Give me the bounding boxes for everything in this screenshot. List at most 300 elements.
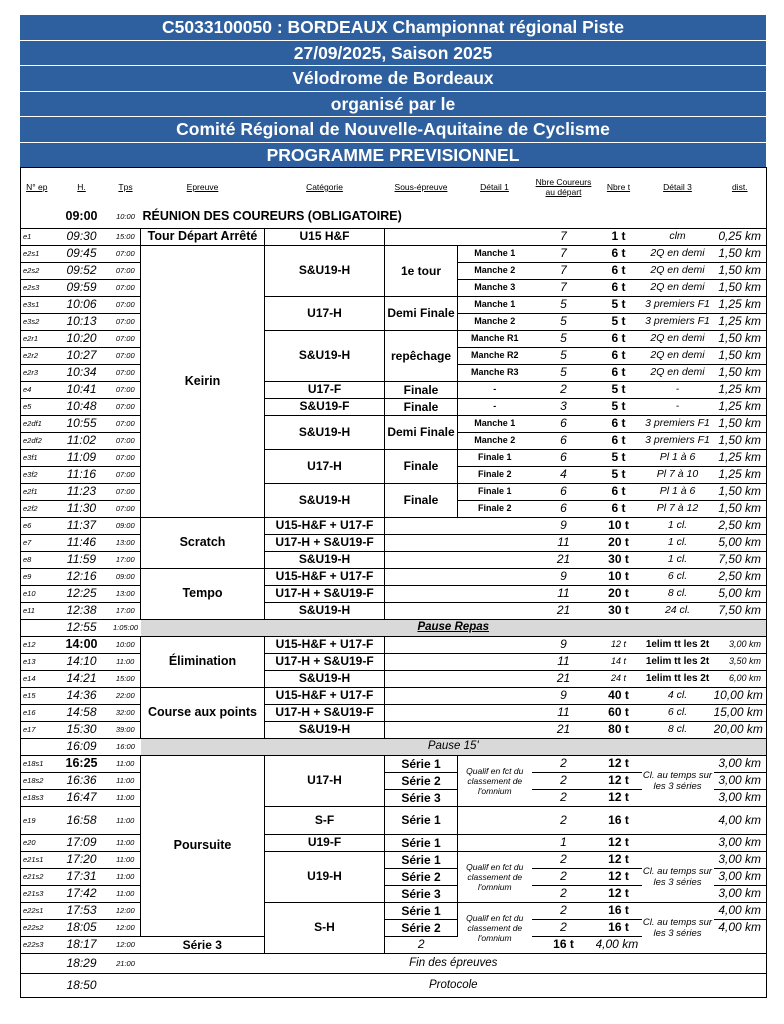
nbre-tours: 6 t: [596, 330, 642, 347]
detail3: Pl 1 à 6: [642, 483, 714, 500]
sous-epreuve: Série 1: [385, 806, 458, 834]
event-number: e2f1: [21, 483, 53, 500]
programme-table: [20, 167, 767, 998]
distance: 3,00 km: [714, 755, 767, 772]
categorie: U15-H&F + U17-F: [265, 568, 385, 585]
duration: 39:00: [111, 721, 141, 738]
detail1: Manche 1: [458, 415, 532, 432]
nbre-coureurs: 2: [532, 381, 596, 398]
duration: [111, 973, 141, 997]
event-number: e8: [21, 551, 53, 568]
nbre-tours: 10 t: [596, 568, 642, 585]
epreuve-name: Keirin: [141, 245, 265, 517]
detail3: 2Q en demi: [642, 330, 714, 347]
duration: 11:00: [111, 834, 141, 851]
nbre-tours: 30 t: [596, 551, 642, 568]
nbre-coureurs: 11: [532, 653, 596, 670]
sous-epreuve: Série 1: [385, 755, 458, 772]
table-row: [21, 330, 767, 347]
sous-epreuve: Finale: [385, 398, 458, 415]
distance: 2,50 km: [714, 568, 767, 585]
duration: 07:00: [111, 330, 141, 347]
event-number: e1: [21, 228, 53, 245]
duration: 10:00: [111, 636, 141, 653]
nbre-coureurs: 11: [532, 585, 596, 602]
event-number: [21, 973, 53, 997]
start-time: 09:45: [53, 245, 111, 262]
nbre-tours: 6 t: [596, 415, 642, 432]
detail3: 3 premiers F1: [642, 432, 714, 449]
duration: 09:00: [111, 517, 141, 534]
event-number: e10: [21, 585, 53, 602]
event-number: e13: [21, 653, 53, 670]
duration: 11:00: [111, 885, 141, 902]
nbre-coureurs: 2: [532, 772, 596, 789]
duration: 17:00: [111, 551, 141, 568]
distance: 6,00 km: [714, 670, 767, 687]
cl-temps-note: Cl. au temps sur les 3 séries: [642, 851, 714, 902]
nbre-coureurs: 7: [532, 262, 596, 279]
banner-organise: organisé par le: [20, 92, 766, 118]
event-number: e21s3: [21, 885, 53, 902]
categorie: S&U19-H: [265, 551, 385, 568]
table-row: [21, 415, 767, 432]
categorie: U17-H: [265, 755, 385, 806]
start-time: 17:09: [53, 834, 111, 851]
nbre-coureurs: 5: [532, 330, 596, 347]
event-number: e2df1: [21, 415, 53, 432]
nbre-tours: 6 t: [596, 432, 642, 449]
duration: 22:00: [111, 687, 141, 704]
event-number: e18s1: [21, 755, 53, 772]
nbre-coureurs: 21: [532, 721, 596, 738]
detail1: Manche 3: [458, 279, 532, 296]
sous-epreuve: Finale: [385, 483, 458, 517]
start-time: 09:30: [53, 228, 111, 245]
nbre-tours: 12 t: [596, 789, 642, 806]
table-row: [21, 228, 767, 245]
nbre-coureurs: 6: [532, 500, 596, 517]
start-time: 09:59: [53, 279, 111, 296]
table-row: [21, 245, 767, 262]
table-row: [21, 398, 767, 415]
start-time: 11:37: [53, 517, 111, 534]
start-time: 11:23: [53, 483, 111, 500]
start-time: 17:53: [53, 902, 111, 919]
col-header-h: H.: [77, 182, 86, 192]
detail1-empty: [458, 534, 532, 551]
event-number: e14: [21, 670, 53, 687]
nbre-tours: 5 t: [596, 466, 642, 483]
sous-epreuve-empty: [385, 704, 458, 721]
nbre-tours: 12 t: [596, 772, 642, 789]
sous-epreuve-empty: [385, 534, 458, 551]
detail1: Finale 1: [458, 449, 532, 466]
nbre-tours: 12 t: [596, 636, 642, 653]
nbre-coureurs: 6: [532, 432, 596, 449]
nbre-coureurs: 6: [532, 415, 596, 432]
duration: 07:00: [111, 466, 141, 483]
sous-epreuve-empty: [385, 636, 458, 653]
nbre-tours: 16 t: [596, 919, 642, 936]
table-row: [21, 704, 767, 721]
sous-epreuve: 1e tour: [385, 245, 458, 296]
table-row: [21, 602, 767, 619]
nbre-coureurs: 9: [532, 687, 596, 704]
table-row: [21, 568, 767, 585]
nbre-tours: 80 t: [596, 721, 642, 738]
table-row: [21, 449, 767, 466]
nbre-tours: 10 t: [596, 517, 642, 534]
table-row: [21, 755, 767, 772]
distance: 20,00 km: [714, 721, 767, 738]
table-row: [21, 296, 767, 313]
start-time: 10:48: [53, 398, 111, 415]
qualif-note: Qualif en fct du classement de l'omnium: [458, 902, 532, 953]
detail1-empty: [458, 806, 532, 834]
sous-epreuve-empty: [385, 602, 458, 619]
duration: 13:00: [111, 585, 141, 602]
categorie: U15 H&F: [265, 228, 385, 245]
duration: 07:00: [111, 483, 141, 500]
detail1: Manche R3: [458, 364, 532, 381]
start-time: 17:42: [53, 885, 111, 902]
nbre-tours: 60 t: [596, 704, 642, 721]
table-row: [21, 483, 767, 500]
distance: 1,25 km: [714, 296, 767, 313]
table-row: [21, 551, 767, 568]
event-number: e7: [21, 534, 53, 551]
nbre-tours: 6 t: [596, 245, 642, 262]
distance: 3,00 km: [714, 834, 767, 851]
sous-epreuve-empty: [385, 551, 458, 568]
start-time: 11:16: [53, 466, 111, 483]
sous-epreuve: Série 3: [385, 789, 458, 806]
nbre-tours: 30 t: [596, 602, 642, 619]
start-time: 10:20: [53, 330, 111, 347]
nbre-tours: 40 t: [596, 687, 642, 704]
nbre-tours: 5 t: [596, 296, 642, 313]
event-number: e12: [21, 636, 53, 653]
categorie: S&U19-H: [265, 330, 385, 381]
duration: 07:00: [111, 262, 141, 279]
start-time: 10:06: [53, 296, 111, 313]
distance: 1,50 km: [714, 279, 767, 296]
nbre-coureurs: 5: [532, 364, 596, 381]
pause-label: Pause 15': [141, 738, 767, 755]
start-time: 11:09: [53, 449, 111, 466]
sous-epreuve: Finale: [385, 381, 458, 398]
event-number: e3f2: [21, 466, 53, 483]
duration: 11:00: [111, 851, 141, 868]
distance: 4,00 km: [714, 806, 767, 834]
duration: 11:00: [111, 806, 141, 834]
distance: 7,50 km: [714, 551, 767, 568]
sous-epreuve: Série 1: [385, 902, 458, 919]
detail1: Manche 1: [458, 296, 532, 313]
col-header-dist: dist.: [731, 182, 748, 192]
categorie: S&U19-H: [265, 602, 385, 619]
start-time: 18:50: [53, 973, 111, 997]
duration: 1:05:00: [111, 619, 141, 636]
distance: 0,25 km: [714, 228, 767, 245]
table-row: [21, 534, 767, 551]
distance: 4,00 km: [596, 936, 642, 953]
categorie: U15-H&F + U17-F: [265, 687, 385, 704]
distance: 5,00 km: [714, 534, 767, 551]
detail3: 1 cl.: [642, 551, 714, 568]
table-row: [21, 851, 767, 868]
detail1-empty: [458, 551, 532, 568]
duration: 07:00: [111, 432, 141, 449]
detail1: Finale 2: [458, 500, 532, 517]
distance: 3,00 km: [714, 851, 767, 868]
nbre-coureurs: 4: [532, 466, 596, 483]
sous-epreuve: Série 2: [385, 772, 458, 789]
table-row: [21, 670, 767, 687]
event-number: e2s3: [21, 279, 53, 296]
event-number: e2s2: [21, 262, 53, 279]
duration: 07:00: [111, 415, 141, 432]
sous-epreuve: Demi Finale: [385, 296, 458, 330]
table-row: [21, 381, 767, 398]
sous-epreuve-empty: [385, 653, 458, 670]
categorie: S&U19-F: [265, 398, 385, 415]
start-time: 12:38: [53, 602, 111, 619]
nbre-coureurs: 1: [532, 834, 596, 851]
nbre-tours: 5 t: [596, 381, 642, 398]
duration: 07:00: [111, 449, 141, 466]
reunion-row: [21, 206, 767, 228]
nbre-coureurs: 2: [532, 755, 596, 772]
detail1-empty: [458, 517, 532, 534]
categorie: S-H: [265, 902, 385, 953]
nbre-coureurs: 21: [532, 602, 596, 619]
detail1: -: [458, 398, 532, 415]
nbre-coureurs: 3: [532, 398, 596, 415]
event-number: e22s1: [21, 902, 53, 919]
categorie: U17-H: [265, 296, 385, 330]
nbre-tours: 20 t: [596, 534, 642, 551]
duration: 07:00: [111, 364, 141, 381]
col-header-tps: Tps: [118, 182, 133, 192]
distance: 1,50 km: [714, 483, 767, 500]
detail3: -: [642, 398, 714, 415]
nbre-tours: 5 t: [596, 313, 642, 330]
detail1: Manche R1: [458, 330, 532, 347]
event-number: e18s2: [21, 772, 53, 789]
sous-epreuve-empty: [385, 721, 458, 738]
event-number: e4: [21, 381, 53, 398]
sous-epreuve: Demi Finale: [385, 415, 458, 449]
start-time: 16:36: [53, 772, 111, 789]
start-time: 16:47: [53, 789, 111, 806]
start-time: 18:05: [53, 919, 111, 936]
cl-temps-note: Cl. au temps sur les 3 séries: [642, 755, 714, 806]
sous-epreuve: Série 2: [385, 919, 458, 936]
detail3: 2Q en demi: [642, 262, 714, 279]
detail3: 8 cl.: [642, 721, 714, 738]
banner-programme: PROGRAMME PREVISIONNEL: [20, 143, 766, 168]
cl-temps-note: Cl. au temps sur les 3 séries: [642, 902, 714, 953]
detail1-empty: [458, 585, 532, 602]
start-time: 16:25: [53, 755, 111, 772]
nbre-tours: 16 t: [596, 806, 642, 834]
event-number: e20: [21, 834, 53, 851]
nbre-coureurs: 6: [532, 449, 596, 466]
start-time: 12:55: [53, 619, 111, 636]
banner-venue: Vélodrome de Bordeaux: [20, 66, 766, 92]
detail3: 2Q en demi: [642, 245, 714, 262]
epreuve-name: Scratch: [141, 517, 265, 568]
distance: 1,25 km: [714, 313, 767, 330]
banner-organizer: Comité Régional de Nouvelle-Aquitaine de Cyclisme: [20, 117, 766, 143]
pause-row: [21, 738, 767, 755]
nbre-tours: 12 t: [596, 755, 642, 772]
detail1-empty: [458, 721, 532, 738]
qualif-note: Qualif en fct du classement de l'omnium: [458, 851, 532, 902]
distance: 2,50 km: [714, 517, 767, 534]
distance: 3,00 km: [714, 636, 767, 653]
categorie: U17-H + S&U19-F: [265, 534, 385, 551]
detail3: 1elim tt les 2t: [642, 653, 714, 670]
sous-epreuve-empty: [385, 687, 458, 704]
event-number: e21s1: [21, 851, 53, 868]
categorie: S-F: [265, 806, 385, 834]
categorie: U17-H + S&U19-F: [265, 704, 385, 721]
start-time: 14:10: [53, 653, 111, 670]
detail3: Pl 1 à 6: [642, 449, 714, 466]
duration: 07:00: [111, 296, 141, 313]
detail1-empty: [458, 653, 532, 670]
detail1-empty: [458, 602, 532, 619]
nbre-tours: 24 t: [596, 670, 642, 687]
categorie: U17-F: [265, 381, 385, 398]
detail3: Pl 7 à 12: [642, 500, 714, 517]
nbre-coureurs: 7: [532, 228, 596, 245]
distance: 1,25 km: [714, 398, 767, 415]
detail3: 1elim tt les 2t: [642, 636, 714, 653]
categorie: U17-H: [265, 449, 385, 483]
col-header-nbre-t: Nbre t: [606, 182, 631, 192]
pause-label: Pause Repas: [141, 619, 767, 636]
reunion-label: RÉUNION DES COUREURS (OBLIGATOIRE): [142, 209, 402, 224]
nbre-coureurs: 2: [532, 806, 596, 834]
detail1-empty: [458, 636, 532, 653]
epreuve-name: Tempo: [141, 568, 265, 619]
nbre-tours: 6 t: [596, 483, 642, 500]
table-row: [21, 902, 767, 919]
distance: 1,50 km: [714, 415, 767, 432]
detail1: Manche R2: [458, 347, 532, 364]
nbre-tours: 16 t: [532, 936, 596, 953]
epreuve-name: Tour Départ Arrêté: [141, 228, 265, 245]
distance: 7,50 km: [714, 602, 767, 619]
duration: 15:00: [111, 670, 141, 687]
distance: 1,50 km: [714, 347, 767, 364]
categorie: S&U19-H: [265, 483, 385, 517]
duration: 07:00: [111, 347, 141, 364]
programme-page: [20, 15, 766, 998]
nbre-tours: 6 t: [596, 347, 642, 364]
event-number: e22s2: [21, 919, 53, 936]
detail1-empty: [458, 704, 532, 721]
detail3: 8 cl.: [642, 585, 714, 602]
start-time: 10:27: [53, 347, 111, 364]
nbre-tours: 12 t: [596, 868, 642, 885]
event-number: e9: [21, 568, 53, 585]
distance: 1,50 km: [714, 500, 767, 517]
col-header-categorie: Catégorie: [306, 182, 343, 192]
distance: 1,25 km: [714, 466, 767, 483]
duration: 15:00: [111, 228, 141, 245]
detail3: 1 cl.: [642, 517, 714, 534]
nbre-coureurs: 7: [532, 245, 596, 262]
nbre-tours: 14 t: [596, 653, 642, 670]
pause-label: Fin des épreuves: [141, 953, 767, 973]
event-number: e18s3: [21, 789, 53, 806]
event-number: e2r2: [21, 347, 53, 364]
sous-epreuve: Finale: [385, 449, 458, 483]
event-number: e3s1: [21, 296, 53, 313]
event-number: e17: [21, 721, 53, 738]
start-time: 11:30: [53, 500, 111, 517]
start-time: 14:00: [53, 636, 111, 653]
start-time: 18:29: [53, 953, 111, 973]
col-header-detail1: Détail 1: [480, 182, 509, 192]
table-row: [21, 721, 767, 738]
event-number: e21s2: [21, 868, 53, 885]
nbre-coureurs: 7: [532, 279, 596, 296]
detail3: 3 premiers F1: [642, 415, 714, 432]
duration: 11:00: [111, 868, 141, 885]
event-number: e5: [21, 398, 53, 415]
detail3: 1elim tt les 2t: [642, 670, 714, 687]
start-time: 09:52: [53, 262, 111, 279]
event-number: [21, 738, 53, 755]
detail3: 3 premiers F1: [642, 313, 714, 330]
detail3-empty: [642, 806, 714, 834]
detail3: 6 cl.: [642, 568, 714, 585]
event-number: e11: [21, 602, 53, 619]
nbre-tours: 6 t: [596, 364, 642, 381]
distance: 4,00 km: [714, 919, 767, 936]
duration: 07:00: [111, 500, 141, 517]
col-header-detail3: Détail 3: [663, 182, 692, 192]
categorie: U15-H&F + U17-F: [265, 636, 385, 653]
nbre-coureurs: 2: [532, 851, 596, 868]
nbre-tours: 12 t: [596, 885, 642, 902]
duration: 16:00: [111, 738, 141, 755]
start-time: 14:21: [53, 670, 111, 687]
start-time: 10:13: [53, 313, 111, 330]
detail1-empty: [458, 568, 532, 585]
event-number: e3s2: [21, 313, 53, 330]
start-time: 12:16: [53, 568, 111, 585]
start-time: 15:30: [53, 721, 111, 738]
duration: 11:00: [111, 755, 141, 772]
sous-epreuve: Série 3: [385, 885, 458, 902]
categorie: U19-H: [265, 851, 385, 902]
detail3: -: [642, 381, 714, 398]
categorie: U17-H + S&U19-F: [265, 585, 385, 602]
detail1: Manche 1: [458, 245, 532, 262]
start-time: 10:55: [53, 415, 111, 432]
start-time: 17:31: [53, 868, 111, 885]
event-number: e2df2: [21, 432, 53, 449]
nbre-tours: 12 t: [596, 851, 642, 868]
col-header-ep: N° ep: [26, 182, 48, 192]
